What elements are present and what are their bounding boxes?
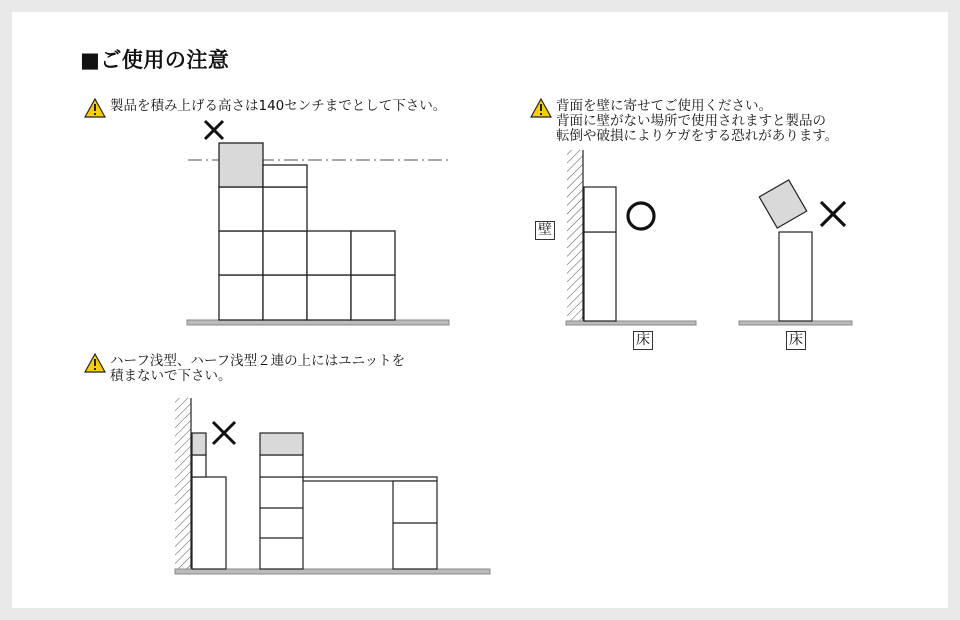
floor [739, 321, 852, 325]
floor [566, 321, 696, 325]
cross-mark [205, 121, 223, 139]
falling-unit [759, 180, 806, 228]
note-shallow-line-2: 積まないで下さい。 [110, 368, 232, 384]
label-floor: 床 [633, 331, 653, 350]
label-wall: 壁 [535, 221, 555, 240]
cube-unit [307, 231, 351, 275]
shelf-unit [192, 477, 226, 569]
cube-unit [263, 187, 307, 231]
diagram-stack-height [187, 121, 449, 325]
half-unit-stacked [192, 433, 206, 455]
page-title: ■ご使用の注意 [80, 48, 230, 72]
hatch-wall [175, 398, 191, 570]
floor [175, 569, 490, 574]
diagram-wall-ok [566, 150, 696, 325]
note-wall-line-1: 背面を壁に寄せてご使用ください。 [556, 98, 772, 114]
cross-mark [821, 202, 845, 226]
diagram-wall-ng [739, 180, 852, 325]
half-unit-shallow [260, 455, 303, 477]
cube-unit [263, 275, 307, 320]
cube-unit [219, 275, 263, 320]
note-shallow-line-1: ハーフ浅型、ハーフ浅型２連の上にはユニットを [110, 353, 406, 369]
half-unit [263, 165, 307, 187]
floor [187, 320, 449, 325]
half-unit-small [192, 455, 206, 477]
cube-unit [219, 231, 263, 275]
cube-unit [779, 232, 812, 321]
half-unit-stacked [260, 433, 303, 455]
cube-unit [351, 231, 395, 275]
note-wall-line-3: 転倒や破損によりケガをする恐れがあります。 [556, 128, 839, 144]
cube-unit-excess [219, 143, 263, 187]
cross-mark [213, 422, 235, 444]
note-stack-height-text: 製品を積み上げる高さは140センチまでとして下さい。 [110, 98, 447, 114]
shelf-unit [260, 477, 303, 569]
label-floor: 床 [786, 331, 806, 350]
diagram-shallow [175, 398, 490, 574]
cube-unit [219, 187, 263, 231]
circle-mark [628, 203, 654, 229]
hatch-wall [567, 150, 583, 323]
cube-unit [263, 231, 307, 275]
cube-unit [584, 232, 616, 321]
note-wall-line-2: 背面に壁がない場所で使用されますと製品の [556, 113, 826, 129]
shelf-unit [393, 481, 437, 569]
cube-unit [584, 187, 616, 232]
cube-unit [307, 275, 351, 320]
counter-top [303, 477, 437, 481]
cube-unit [351, 275, 395, 320]
